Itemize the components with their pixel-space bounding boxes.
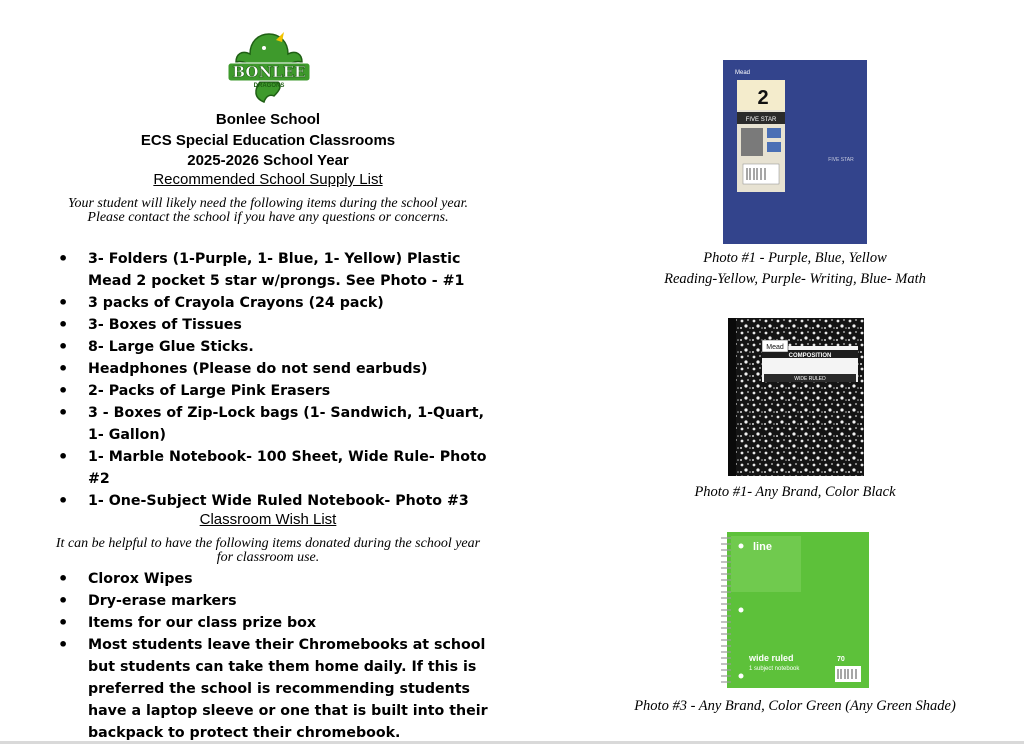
folder-badge: 2 <box>757 87 769 109</box>
composition-caption: Photo #1- Any Brand, Color Black <box>694 484 896 500</box>
folder-label: FIVE STAR <box>745 117 777 123</box>
supply-list-title: Recommended School Supply List <box>153 171 383 188</box>
wish-list-title: Classroom Wish List <box>199 511 337 528</box>
supply-list <box>58 248 503 512</box>
logo-text-main: BONLEE <box>232 63 306 81</box>
folder-photo <box>723 60 867 244</box>
wish-list <box>58 568 508 744</box>
spiral-notebook-photo <box>717 530 871 690</box>
list-item: • 3 - Boxes of Zip-Lock bags (1- Sandwich, 1-Quart, 1- Gallon) <box>58 402 503 446</box>
composition-brand: Mead <box>766 344 784 351</box>
folder-side-label: FIVE STAR <box>828 157 854 163</box>
composition-sub: WIDE RULED <box>794 376 826 382</box>
wish-intro-line2: for classroom use. <box>216 550 320 565</box>
list-item: • Items for our class prize box <box>58 612 508 634</box>
logo-text-sub: DRAGONS <box>253 83 285 89</box>
folder-caption-line1: Photo #1 - Purple, Blue, Yellow <box>703 250 887 266</box>
folder-brand: Mead <box>735 70 751 76</box>
school-name: Bonlee School <box>215 111 321 128</box>
list-item: • Clorox Wipes <box>58 568 508 590</box>
spiral-count: 70 <box>837 656 845 663</box>
list-item: • 3- Boxes of Tissues <box>58 314 503 336</box>
school-year: 2025-2026 School Year <box>187 152 349 169</box>
list-item: • 1- Marble Notebook- 100 Sheet, Wide Rule- Photo #2 <box>58 446 503 490</box>
supply-intro-line2: Please contact the school if you have any questions or concerns. <box>87 210 449 225</box>
list-item: • 3- Folders (1-Purple, 1- Blue, 1- Yellow) Plastic Mead 2 pocket 5 star w/prongs. See Photo - #1 <box>58 248 503 292</box>
spiral-caption: Photo #3 - Any Brand, Color Green (Any Green Shade) <box>634 698 956 714</box>
composition-notebook-photo <box>728 318 864 476</box>
spiral-sub: 1 subject notebook <box>749 666 800 672</box>
school-logo <box>224 30 314 106</box>
wish-intro <box>20 537 516 565</box>
list-item: • Dry-erase markers <box>58 590 508 612</box>
list-item: • Headphones (Please do not send earbuds) <box>58 358 503 380</box>
list-item: • Most students leave their Chromebooks at school but students can take them home daily. If this is preferred the school is recommending students have a laptop sleeve or one that is built into their backpack to protect their chromebook. <box>58 634 508 744</box>
folder-caption <box>630 248 960 290</box>
supply-intro-line1: Your student will likely need the following items during the school year. <box>67 196 468 211</box>
list-item: • 2- Packs of Large Pink Erasers <box>58 380 503 402</box>
list-item: • 3 packs of Crayola Crayons (24 pack) <box>58 292 503 314</box>
list-item: • 8- Large Glue Sticks. <box>58 336 503 358</box>
supply-intro <box>30 197 506 225</box>
program-name: ECS Special Education Classrooms <box>140 132 396 149</box>
folder-caption-line2: Reading-Yellow, Purple- Writing, Blue- Math <box>664 271 926 287</box>
spiral-brand: line <box>753 541 772 553</box>
list-item: • 1- One-Subject Wide Ruled Notebook- Photo #3 <box>58 490 503 512</box>
spiral-label: wide ruled <box>749 653 794 663</box>
wish-intro-line1: It can be helpful to have the following items donated during the school year <box>55 536 481 551</box>
composition-label: COMPOSITION <box>788 353 832 359</box>
